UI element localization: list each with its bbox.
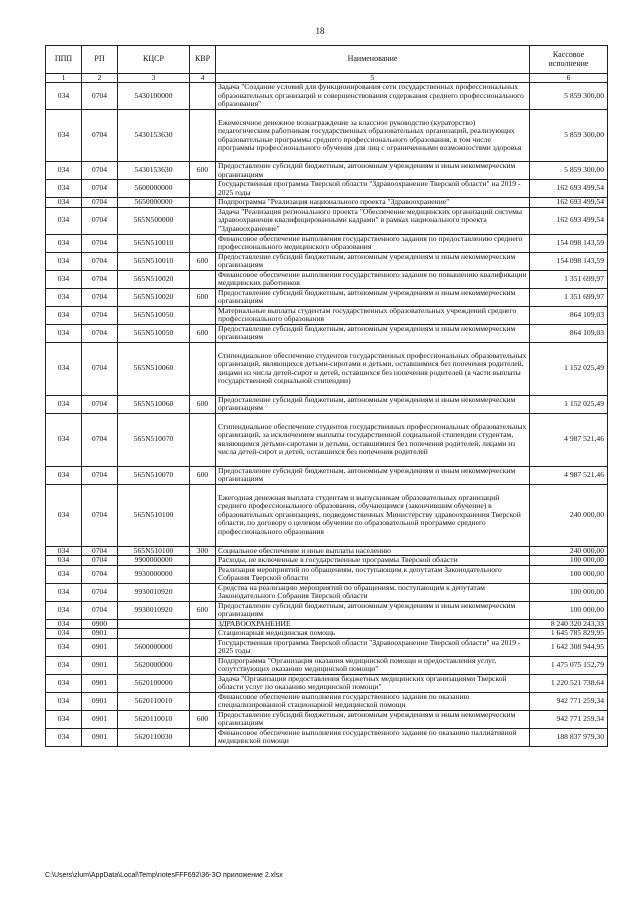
table-row xyxy=(46,656,608,674)
cell-rp: 0704 xyxy=(82,83,118,110)
cell-name: Государственная программа Тверской области "Здравоохранение Тверской области" на 2019 - 2025 годы xyxy=(216,180,530,198)
column-number: 3 xyxy=(118,74,190,83)
table-row xyxy=(46,306,608,324)
cell-amount: 100 000,00 xyxy=(530,601,608,619)
table-row xyxy=(46,83,608,110)
cell-name: Задача "Реализация регионального проекта "Обеспечение медицинских организаций системы здравоохранения квалифицированными кадрами" в рамках национального проекта "Здравоохранение" xyxy=(216,207,530,234)
cell-amount: 864 109,03 xyxy=(530,306,608,324)
cell-kcsr: 565N500000 xyxy=(118,207,190,234)
cell-amount: 154 098 143,59 xyxy=(530,252,608,270)
cell-rp: 0704 xyxy=(82,270,118,288)
cell-ppp: 034 xyxy=(46,728,82,746)
cell-ppp: 034 xyxy=(46,619,82,629)
cell-name: Предоставление субсидий бюджетным, автономным учреждениям и иным некоммерческим организациям xyxy=(216,288,530,306)
cell-kcsr: 5600000000 xyxy=(118,638,190,656)
table-row xyxy=(46,413,608,466)
cell-amount: 100 000,00 xyxy=(530,556,608,566)
cell-name: Государственная программа Тверской области "Здравоохранение Тверской области" на 2019 - 2025 годы xyxy=(216,638,530,656)
cell-ppp: 034 xyxy=(46,484,82,546)
table-row xyxy=(46,728,608,746)
cell-kcsr: 5600000000 xyxy=(118,180,190,198)
page-number: 18 xyxy=(315,26,325,36)
cell-amount: 8 240 320 243,33 xyxy=(530,619,608,629)
cell-amount: 240 000,00 xyxy=(530,484,608,546)
table-row xyxy=(46,270,608,288)
cell-ppp: 034 xyxy=(46,270,82,288)
cell-kvr: 600 xyxy=(190,162,216,180)
cell-kcsr: 565N510100 xyxy=(118,484,190,546)
cell-name: Предоставление субсидий бюджетным, автономным учреждениям и иным некоммерческим организациям xyxy=(216,252,530,270)
table-row xyxy=(46,207,608,234)
table-row xyxy=(46,674,608,692)
cell-kvr xyxy=(190,583,216,601)
table-row xyxy=(46,234,608,252)
cell-amount: 942 771 259,34 xyxy=(530,692,608,710)
cell-ppp: 034 xyxy=(46,162,82,180)
cell-kvr: 600 xyxy=(190,710,216,728)
cell-kcsr: 565N510050 xyxy=(118,324,190,342)
cell-name: Подпрограмма "Реализация национального проекта "Здравоохранение" xyxy=(216,198,530,208)
cell-kcsr: 565N510020 xyxy=(118,288,190,306)
cell-kcsr: 9930010920 xyxy=(118,583,190,601)
cell-kcsr: 565N510010 xyxy=(118,252,190,270)
table-row xyxy=(46,546,608,556)
cell-name: Предоставление субсидий бюджетным, автономным учреждениям и иным некоммерческим организациям xyxy=(216,710,530,728)
cell-kcsr: 565N510060 xyxy=(118,395,190,413)
cell-amount: 188 837 979,30 xyxy=(530,728,608,746)
cell-kcsr: 565N510020 xyxy=(118,270,190,288)
cell-name: Реализация мероприятий по обращениям, поступающим к депутатам Законодательного Собрания Тверской области xyxy=(216,565,530,583)
cell-ppp: 034 xyxy=(46,198,82,208)
cell-rp: 0704 xyxy=(82,324,118,342)
cell-rp: 0704 xyxy=(82,546,118,556)
cell-kvr xyxy=(190,674,216,692)
table-row xyxy=(46,110,608,162)
cell-amount: 1 152 025,49 xyxy=(530,342,608,395)
cell-amount: 4 987 521,46 xyxy=(530,466,608,484)
cell-rp: 0704 xyxy=(82,162,118,180)
cell-kvr xyxy=(190,207,216,234)
cell-ppp: 034 xyxy=(46,692,82,710)
cell-kcsr: 565N510100 xyxy=(118,546,190,556)
cell-ppp: 034 xyxy=(46,207,82,234)
cell-ppp: 034 xyxy=(46,565,82,583)
column-number: 1 xyxy=(46,74,82,83)
cell-name: Предоставление субсидий бюджетным, автономным учреждениям и иным некоммерческим организациям xyxy=(216,395,530,413)
table-row xyxy=(46,466,608,484)
cell-kvr: 600 xyxy=(190,466,216,484)
header-amount: Кассовое исполнение xyxy=(530,46,608,74)
cell-rp: 0901 xyxy=(82,656,118,674)
cell-rp: 0901 xyxy=(82,728,118,746)
cell-kvr xyxy=(190,342,216,395)
cell-name: Стипендиальное обеспечение студентов государственных профессиональных образовательных организаций, за исключением выплаты государственной социальной стипендии студентам, являющимся детьми-сиротами и детьми, оставшимися без попечения родителей, лицами из числа детей-сирот и детей, оставшихся без попечения родителей xyxy=(216,413,530,466)
cell-rp: 0901 xyxy=(82,674,118,692)
cell-kvr xyxy=(190,83,216,110)
cell-rp: 0704 xyxy=(82,207,118,234)
cell-amount: 4 987 521,46 xyxy=(530,413,608,466)
cell-name: Финансовое обеспечение выполнения государственного задания по повышению квалификации медицинских работников xyxy=(216,270,530,288)
cell-name: Средства на реализацию мероприятий по обращениям, поступающим к депутатам Законодательного Собрания Тверской области xyxy=(216,583,530,601)
footer-file-path: C:\Users\zlum\AppData\Local\Temp\notesFFF692\36-ЗО приложение 2.xlsx xyxy=(45,872,283,879)
cell-kvr xyxy=(190,198,216,208)
table-row xyxy=(46,395,608,413)
cell-kcsr: 5430153630 xyxy=(118,110,190,162)
cell-kvr xyxy=(190,638,216,656)
cell-kcsr: 5430153630 xyxy=(118,162,190,180)
table-row xyxy=(46,180,608,198)
cell-kcsr: 5620110010 xyxy=(118,692,190,710)
cell-kvr xyxy=(190,556,216,566)
cell-amount: 240 000,00 xyxy=(530,546,608,556)
cell-ppp: 034 xyxy=(46,638,82,656)
column-number-row xyxy=(46,74,608,83)
cell-kvr: 600 xyxy=(190,252,216,270)
cell-rp: 0704 xyxy=(82,484,118,546)
cell-ppp: 034 xyxy=(46,110,82,162)
cell-ppp: 034 xyxy=(46,180,82,198)
cell-rp: 0901 xyxy=(82,629,118,639)
cell-rp: 0704 xyxy=(82,234,118,252)
cell-ppp: 034 xyxy=(46,546,82,556)
cell-kcsr: 5620000000 xyxy=(118,656,190,674)
cell-amount: 100 000,00 xyxy=(530,565,608,583)
table-row xyxy=(46,629,608,639)
cell-name: Предоставление субсидий бюджетным, автономным учреждениям и иным некоммерческим организациям xyxy=(216,162,530,180)
header-ppp: ППП xyxy=(46,46,82,74)
table-row xyxy=(46,288,608,306)
cell-kcsr: 5620110030 xyxy=(118,728,190,746)
cell-amount: 1 351 699,97 xyxy=(530,288,608,306)
cell-ppp: 034 xyxy=(46,395,82,413)
cell-ppp: 034 xyxy=(46,324,82,342)
cell-rp: 0704 xyxy=(82,583,118,601)
cell-kvr: 600 xyxy=(190,288,216,306)
cell-kvr: 600 xyxy=(190,395,216,413)
header-kvr: КВР xyxy=(190,46,216,74)
cell-kcsr: 565N510050 xyxy=(118,306,190,324)
cell-kcsr: 565N510070 xyxy=(118,466,190,484)
table-row xyxy=(46,198,608,208)
cell-name: Финансовое обеспечение выполнения государственного задания по предоставлению среднего профессионального медицинского образования xyxy=(216,234,530,252)
cell-ppp: 034 xyxy=(46,306,82,324)
cell-ppp: 034 xyxy=(46,710,82,728)
cell-kvr: 300 xyxy=(190,546,216,556)
cell-rp: 0704 xyxy=(82,466,118,484)
table-row xyxy=(46,556,608,566)
cell-rp: 0901 xyxy=(82,638,118,656)
cell-rp: 0901 xyxy=(82,710,118,728)
cell-name: Подпрограмма "Организация оказания медицинской помощи и предоставления услуг, сопутствующих оказанию медицинской помощи" xyxy=(216,656,530,674)
table-row xyxy=(46,619,608,629)
cell-name: Финансовое обеспечение выполнения государственного задания по оказанию специализированной стационарной медицинской помощи xyxy=(216,692,530,710)
cell-rp: 0704 xyxy=(82,556,118,566)
cell-name: Предоставление субсидий бюджетным, автономным учреждениям и иным некоммерческим организациям xyxy=(216,324,530,342)
cell-kvr: 600 xyxy=(190,324,216,342)
header-kcsr: КЦСР xyxy=(118,46,190,74)
cell-ppp: 034 xyxy=(46,601,82,619)
cell-kcsr: 9900000000 xyxy=(118,556,190,566)
cell-kvr xyxy=(190,565,216,583)
cell-amount: 864 109,03 xyxy=(530,324,608,342)
cell-kcsr xyxy=(118,619,190,629)
cell-amount: 5 859 300,00 xyxy=(530,110,608,162)
cell-amount: 154 098 143,59 xyxy=(530,234,608,252)
cell-kcsr: 565N510070 xyxy=(118,413,190,466)
header-rp: РП xyxy=(82,46,118,74)
cell-kcsr xyxy=(118,629,190,639)
cell-kvr: 600 xyxy=(190,601,216,619)
cell-kcsr: 9930000000 xyxy=(118,565,190,583)
cell-ppp: 034 xyxy=(46,234,82,252)
cell-amount: 5 859 300,00 xyxy=(530,83,608,110)
cell-kvr xyxy=(190,692,216,710)
cell-kcsr: 565N510060 xyxy=(118,342,190,395)
cell-ppp: 034 xyxy=(46,466,82,484)
cell-rp: 0901 xyxy=(82,692,118,710)
cell-kcsr: 565N510010 xyxy=(118,234,190,252)
cell-kvr xyxy=(190,728,216,746)
cell-kcsr: 5430100000 xyxy=(118,83,190,110)
cell-amount: 162 693 499,54 xyxy=(530,180,608,198)
cell-kvr xyxy=(190,270,216,288)
cell-kcsr: 9930010920 xyxy=(118,601,190,619)
cell-rp: 0704 xyxy=(82,395,118,413)
cell-ppp: 034 xyxy=(46,656,82,674)
cell-rp: 0900 xyxy=(82,619,118,629)
cell-kvr xyxy=(190,110,216,162)
cell-name: Ежегодная денежная выплата студентам и выпускникам образовательных организаций среднего профессионального образования, обучающимся (закончившим обучение) в образовательных организациях, подведомственных Министерству здравоохранения Тверской области, по договору о целевом обучении по образовательной программе среднего профессионального образования xyxy=(216,484,530,546)
cell-rp: 0704 xyxy=(82,288,118,306)
cell-name: Стационарная медицинская помощь xyxy=(216,629,530,639)
cell-rp: 0704 xyxy=(82,252,118,270)
cell-ppp: 034 xyxy=(46,556,82,566)
table-row xyxy=(46,342,608,395)
table-row xyxy=(46,692,608,710)
header-name: Наименование xyxy=(216,46,530,74)
cell-name: Задача "Создание условий для функционирования сети государственных профессиональных образовательных организаций и совершенствования содержания среднего профессионального образования" xyxy=(216,83,530,110)
cell-ppp: 034 xyxy=(46,342,82,395)
cell-rp: 0704 xyxy=(82,601,118,619)
cell-name: Стипендиальное обеспечение студентов государственных профессиональных образовательных организаций, являющихся детьми-сиротами и детьми, оставшимися без попечения родителей, лицами из числа детей-сирот и детей, оставшихся без попечения родителей (в части выплаты государственной социальной стипендии) xyxy=(216,342,530,395)
cell-name: Задача "Организация предоставления бюджетных медицинских организациями Тверской области услуг по оказанию медицинской помощи" xyxy=(216,674,530,692)
cell-kvr xyxy=(190,306,216,324)
cell-amount: 942 771 259,34 xyxy=(530,710,608,728)
cell-ppp: 034 xyxy=(46,413,82,466)
cell-name: Расходы, не включенные в государственные программы Тверской области xyxy=(216,556,530,566)
cell-rp: 0704 xyxy=(82,413,118,466)
cell-ppp: 034 xyxy=(46,583,82,601)
header-row xyxy=(46,46,608,74)
table-row xyxy=(46,162,608,180)
cell-rp: 0704 xyxy=(82,342,118,395)
cell-amount: 5 859 300,00 xyxy=(530,162,608,180)
cell-amount: 1 642 308 944,95 xyxy=(530,638,608,656)
cell-name: Материальные выплаты студентам государственных образовательных учреждений среднего профессионального образования xyxy=(216,306,530,324)
table-row xyxy=(46,601,608,619)
cell-kvr xyxy=(190,619,216,629)
budget-execution-table xyxy=(45,45,608,747)
cell-kcsr: 5620100000 xyxy=(118,674,190,692)
cell-kvr xyxy=(190,180,216,198)
cell-kvr xyxy=(190,413,216,466)
cell-rp: 0704 xyxy=(82,198,118,208)
cell-kcsr: 5650000000 xyxy=(118,198,190,208)
cell-amount: 1 351 699,97 xyxy=(530,270,608,288)
cell-amount: 1 645 785 829,95 xyxy=(530,629,608,639)
cell-kcsr: 5620110010 xyxy=(118,710,190,728)
cell-amount: 162 693 499,54 xyxy=(530,198,608,208)
cell-kvr xyxy=(190,234,216,252)
table-row xyxy=(46,565,608,583)
cell-rp: 0704 xyxy=(82,565,118,583)
table-row xyxy=(46,638,608,656)
cell-name: Ежемесячное денежное вознаграждение за классное руководство (кураторство) педагогическим работникам государственных образовательных организаций, реализующих образовательные программы среднего профессионального образования, в том числе программы профессионального обучения для лиц с ограниченными возможностями здоровья xyxy=(216,110,530,162)
cell-ppp: 034 xyxy=(46,629,82,639)
table-body xyxy=(46,83,608,747)
cell-amount: 1 152 025,49 xyxy=(530,395,608,413)
cell-amount: 1 475 075 152,79 xyxy=(530,656,608,674)
cell-amount: 1 220 521 738,64 xyxy=(530,674,608,692)
cell-rp: 0704 xyxy=(82,306,118,324)
cell-ppp: 034 xyxy=(46,83,82,110)
cell-rp: 0704 xyxy=(82,110,118,162)
cell-ppp: 034 xyxy=(46,674,82,692)
table-row xyxy=(46,252,608,270)
column-number: 4 xyxy=(190,74,216,83)
cell-name: Финансовое обеспечение выполнения государственного задания по оказанию паллиативной медицинской помощи xyxy=(216,728,530,746)
table-row xyxy=(46,710,608,728)
table-row xyxy=(46,324,608,342)
cell-name: Социальное обеспечение и иные выплаты населению xyxy=(216,546,530,556)
cell-kvr xyxy=(190,656,216,674)
column-number: 6 xyxy=(530,74,608,83)
cell-amount: 100 000,00 xyxy=(530,583,608,601)
cell-name: ЗДРАВООХРАНЕНИЕ xyxy=(216,619,530,629)
table-row xyxy=(46,484,608,546)
table-row xyxy=(46,583,608,601)
column-number: 2 xyxy=(82,74,118,83)
cell-amount: 162 693 499,54 xyxy=(530,207,608,234)
column-number: 5 xyxy=(216,74,530,83)
cell-kvr xyxy=(190,629,216,639)
cell-name: Предоставление субсидий бюджетным, автономным учреждениям и иным некоммерческим организациям xyxy=(216,601,530,619)
cell-name: Предоставление субсидий бюджетным, автономным учреждениям и иным некоммерческим организациям xyxy=(216,466,530,484)
cell-kvr xyxy=(190,484,216,546)
cell-rp: 0704 xyxy=(82,180,118,198)
cell-ppp: 034 xyxy=(46,252,82,270)
cell-ppp: 034 xyxy=(46,288,82,306)
